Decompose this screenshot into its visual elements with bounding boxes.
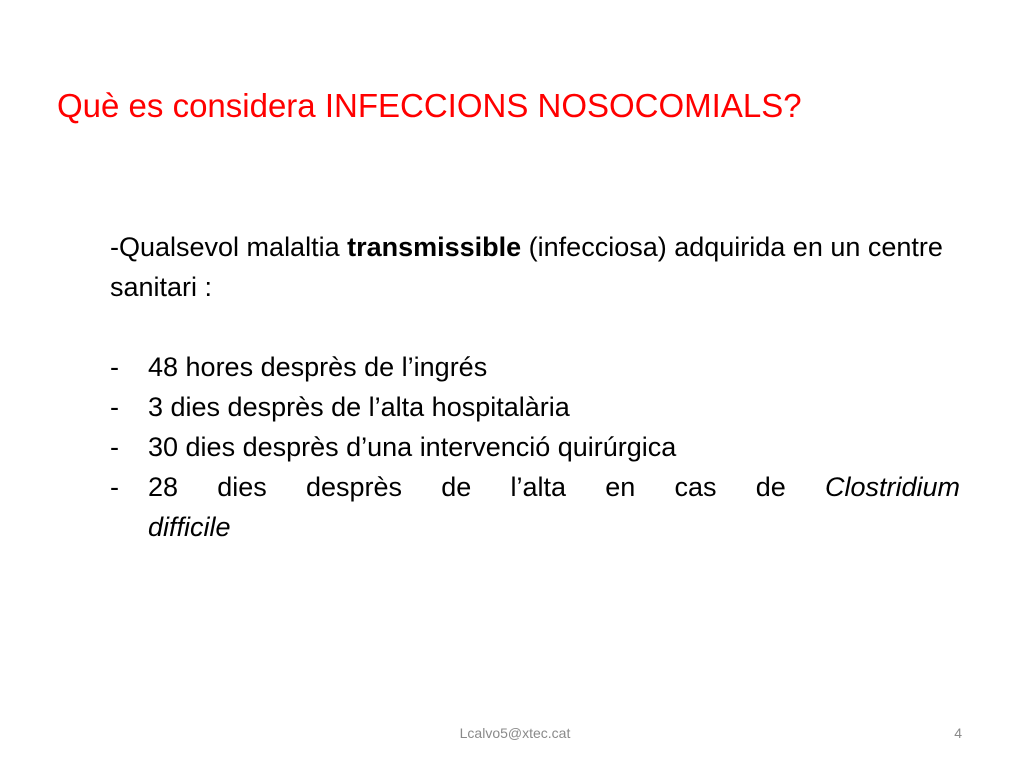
definition-text-part1: -Qualsevol malaltia <box>110 232 348 262</box>
slide-body <box>110 227 960 547</box>
bullet-dash: - <box>110 472 119 502</box>
footer-email: Lcalvo5@xtec.cat <box>459 725 571 741</box>
page-number: 4 <box>954 725 962 741</box>
definition-text-part2: (infecciosa) adquirida en un centre sanitari : <box>110 232 943 302</box>
organism-genus: Clostridium <box>824 472 960 502</box>
list-item-text: 48 hores desprès de l’ingrés <box>148 352 488 382</box>
list-item-text: 30 dies desprès d’una intervenció quirúrgica <box>148 432 677 462</box>
bullet-dash: - <box>110 352 119 382</box>
slide-title: Què es considera INFECCIONS NOSOCOMIALS? <box>57 87 802 124</box>
criteria-list <box>110 347 960 547</box>
definition-keyword: transmissible <box>347 232 522 262</box>
list-item <box>110 347 960 387</box>
list-item <box>110 467 960 547</box>
list-item <box>110 427 960 467</box>
list-item <box>110 387 960 427</box>
definition-text <box>110 227 960 307</box>
organism-species: difficile <box>148 512 231 542</box>
list-item-text: 3 dies desprès de l’alta hospitalària <box>148 392 570 422</box>
bullet-dash: - <box>110 392 119 422</box>
list-item-text: 28 dies desprès de l’alta en cas de <box>148 472 825 502</box>
bullet-dash: - <box>110 432 119 462</box>
